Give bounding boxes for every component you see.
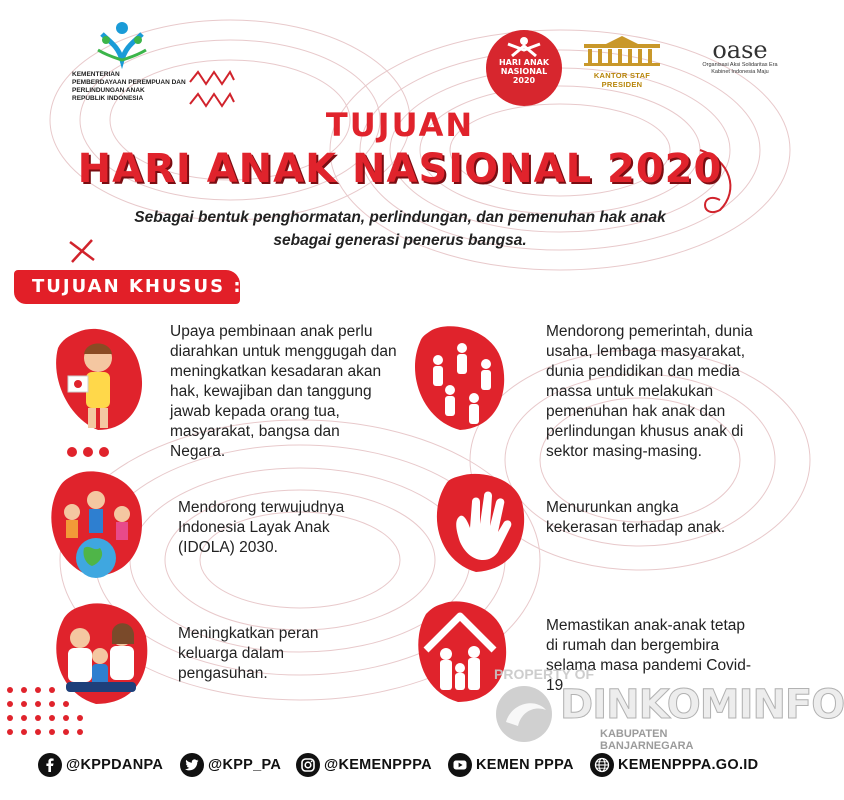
- oase-wordmark: oase: [712, 36, 768, 64]
- oase-caption: Organisasi Aksi Solidaritas Era Kabinet Indonesia Maju: [702, 62, 778, 75]
- watermark-region: KABUPATEN BANJARNEGARA: [600, 728, 694, 752]
- item-5-text: Meningkatkan peran keluarga dalam pengasuhan.: [178, 625, 319, 682]
- ksp-caption: KANTOR STAF PRESIDEN: [593, 71, 651, 89]
- watermark-brand: DINKOMINFO: [560, 682, 844, 728]
- children-silhouette-icon: [504, 36, 544, 58]
- twitter-handle: @KPP_PA: [208, 757, 282, 773]
- palace-icon: [580, 36, 664, 66]
- oase-logo: [694, 38, 786, 76]
- item-2-text: Mendorong pemerintah, dunia usaha, lembaga masyarakat, dunia pendidikan dan media massa untuk melakukan pemenuhan hak anak dan perlindungan khusus anak di sektor masing-masing.: [546, 323, 753, 460]
- item-3-text: Mendorong terwujudnya Indonesia Layak Anak (IDOLA) 2030.: [178, 499, 345, 556]
- watermark-property-text: PROPERTY OF: [494, 666, 595, 682]
- kementerian-emblem-icon: [92, 20, 152, 64]
- instagram-icon: [296, 753, 320, 777]
- social-facebook[interactable]: [38, 752, 163, 778]
- social-instagram[interactable]: [296, 752, 432, 778]
- social-twitter[interactable]: [180, 752, 281, 778]
- social-youtube[interactable]: [448, 752, 574, 778]
- subtitle: Sebagai bentuk penghormatan, perlindungan, dan pemenuhan hak anak sebagai generasi penerus bangsa.: [134, 209, 666, 249]
- website-url: KEMENPPPA.GO.ID: [618, 757, 759, 773]
- han-2020-badge: [486, 30, 562, 106]
- dinkominfo-watermark: [490, 666, 844, 758]
- han-badge-text: HARI ANAK NASIONAL 2020: [498, 58, 550, 85]
- facebook-handle: @KPPDANPA: [66, 757, 164, 773]
- item-6-text: Memastikan anak-anak tetap di rumah dan bergembira selama masa pandemi Covid-19: [546, 617, 752, 694]
- family-icon: [48, 600, 152, 710]
- youtube-channel: KEMEN PPPA: [476, 757, 574, 773]
- instagram-handle: @KEMENPPPA: [324, 757, 432, 773]
- community-people-icon: [406, 318, 510, 434]
- title-line-1: TUJUAN: [325, 106, 475, 144]
- ksp-logo: [576, 36, 668, 89]
- section-label: TUJUAN KHUSUS :: [32, 276, 243, 297]
- kementerian-caption: KEMENTERIAN PEMBERDAYAAN PEREMPUAN DAN PERLINDUNGAN ANAK REPUBLIK INDONESIA: [72, 71, 186, 102]
- kementerian-logo: [72, 20, 202, 103]
- item-4-text: Menurunkan angka kekerasan terhadap anak.: [546, 499, 726, 536]
- dinkominfo-swirl-icon: [492, 682, 556, 746]
- twitter-icon: [180, 753, 204, 777]
- facebook-icon: [38, 753, 62, 777]
- hand-print-icon: [426, 472, 530, 576]
- title-line-2: HARI ANAK NASIONAL 2020: [77, 146, 723, 192]
- social-website[interactable]: [590, 752, 758, 778]
- globe-icon: [590, 753, 614, 777]
- youtube-icon: [448, 753, 472, 777]
- item-1-text: Upaya pembinaan anak perlu diarahkan untuk menggugah dan meningkatkan kesadaran akan hak, kewajiban dan tanggung jawab kepada orang tua, masyarakat, bangsa dan Negara.: [170, 323, 397, 460]
- children-globe-icon: [40, 466, 150, 584]
- child-certificate-icon: [48, 318, 148, 438]
